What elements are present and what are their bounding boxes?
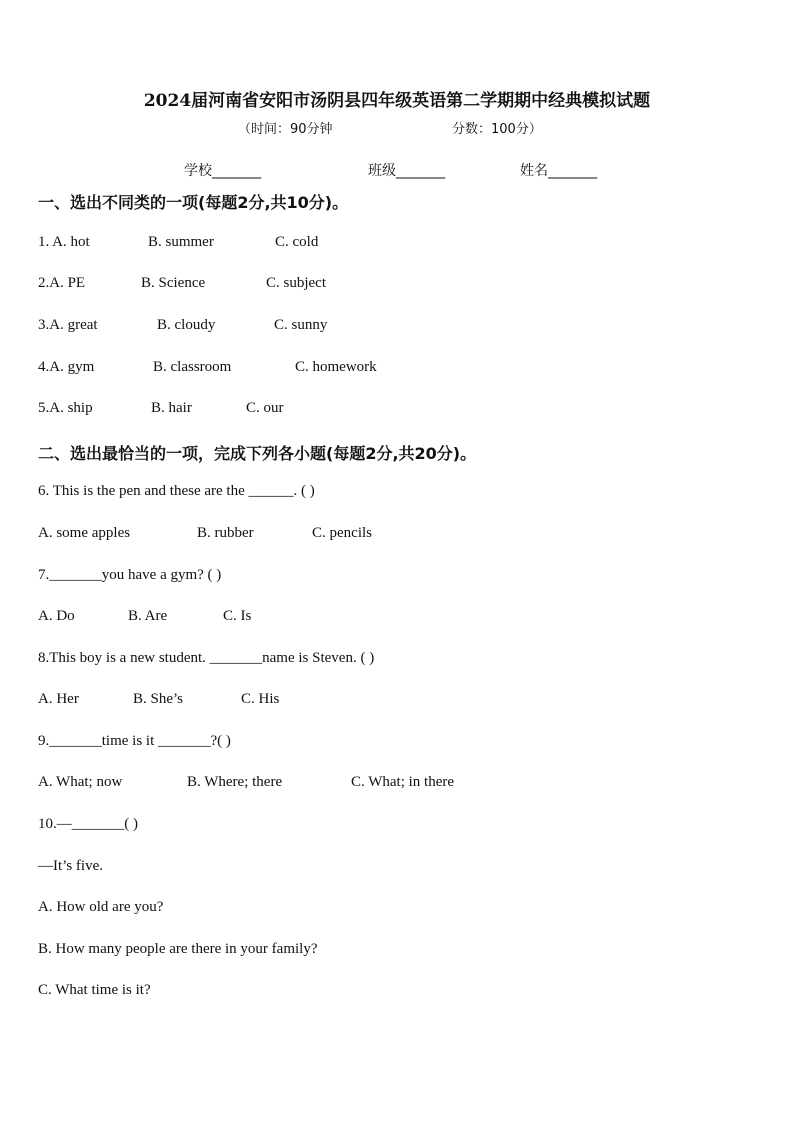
option-b: B. Science	[141, 275, 206, 291]
option-a: 4.A. gym	[38, 359, 95, 375]
exam-score: 分数：100分）	[452, 122, 542, 137]
option-c: C. our	[246, 400, 284, 416]
option-c: C. What; in there	[351, 774, 455, 790]
name-field: 姓名_______	[520, 163, 597, 179]
question-10-reply: —It’s five.	[38, 858, 103, 874]
option-b: B. She’s	[133, 691, 184, 707]
option-c: C. His	[241, 691, 280, 707]
section-2-heading: 二、选出最恰当的一项，完成下列各小题(每题2分,共20分)。	[38, 444, 477, 463]
option-b: B. Are	[128, 608, 168, 624]
option-b: B. classroom	[153, 359, 232, 375]
section-1-heading: 一、选出不同类的一项(每题2分,共10分)。	[38, 193, 349, 212]
option-a: 3.A. great	[38, 317, 98, 333]
option-a: 5.A. ship	[38, 400, 93, 416]
option-a: 1. A. hot	[38, 234, 90, 250]
option-a: A. some apples	[38, 525, 131, 541]
option-b: B. Where; there	[187, 774, 283, 790]
question-10-option-c: C. What time is it?	[38, 982, 151, 998]
question-10-option-b: B. How many people are there in your family?	[38, 941, 318, 957]
option-a: A. Do	[38, 608, 75, 624]
option-b: B. cloudy	[157, 317, 216, 333]
question-9-stem: 9._______time is it _______?( )	[38, 733, 231, 749]
page-title: 2024届河南省安阳市汤阴县四年级英语第二学期期中经典模拟试题	[143, 91, 651, 111]
question-7-stem: 7._______you have a gym? ( )	[38, 567, 222, 583]
class-field: 班级_______	[368, 163, 445, 179]
option-b: B. rubber	[197, 525, 254, 541]
option-c: C. Is	[223, 608, 252, 624]
option-a: A. Her	[38, 691, 79, 707]
option-c: C. homework	[295, 359, 377, 375]
question-10-option-a: A. How old are you?	[38, 899, 164, 915]
question-10-stem: 10.—_______( )	[38, 816, 138, 832]
school-field: 学校_______	[184, 163, 261, 179]
question-6-stem: 6. This is the pen and these are the ______. ( )	[38, 483, 315, 499]
question-8-stem: 8.This boy is a new student. _______name is Steven. ( )	[38, 650, 375, 666]
option-b: B. hair	[151, 400, 192, 416]
option-c: C. pencils	[312, 525, 372, 541]
option-c: C. subject	[266, 275, 326, 291]
option-a: A. What; now	[38, 774, 123, 790]
option-b: B. summer	[148, 234, 214, 250]
exam-time: （时间：90分钟	[238, 122, 333, 137]
option-c: C. cold	[275, 234, 319, 250]
option-c: C. sunny	[274, 317, 328, 333]
option-a: 2.A. PE	[38, 275, 86, 291]
